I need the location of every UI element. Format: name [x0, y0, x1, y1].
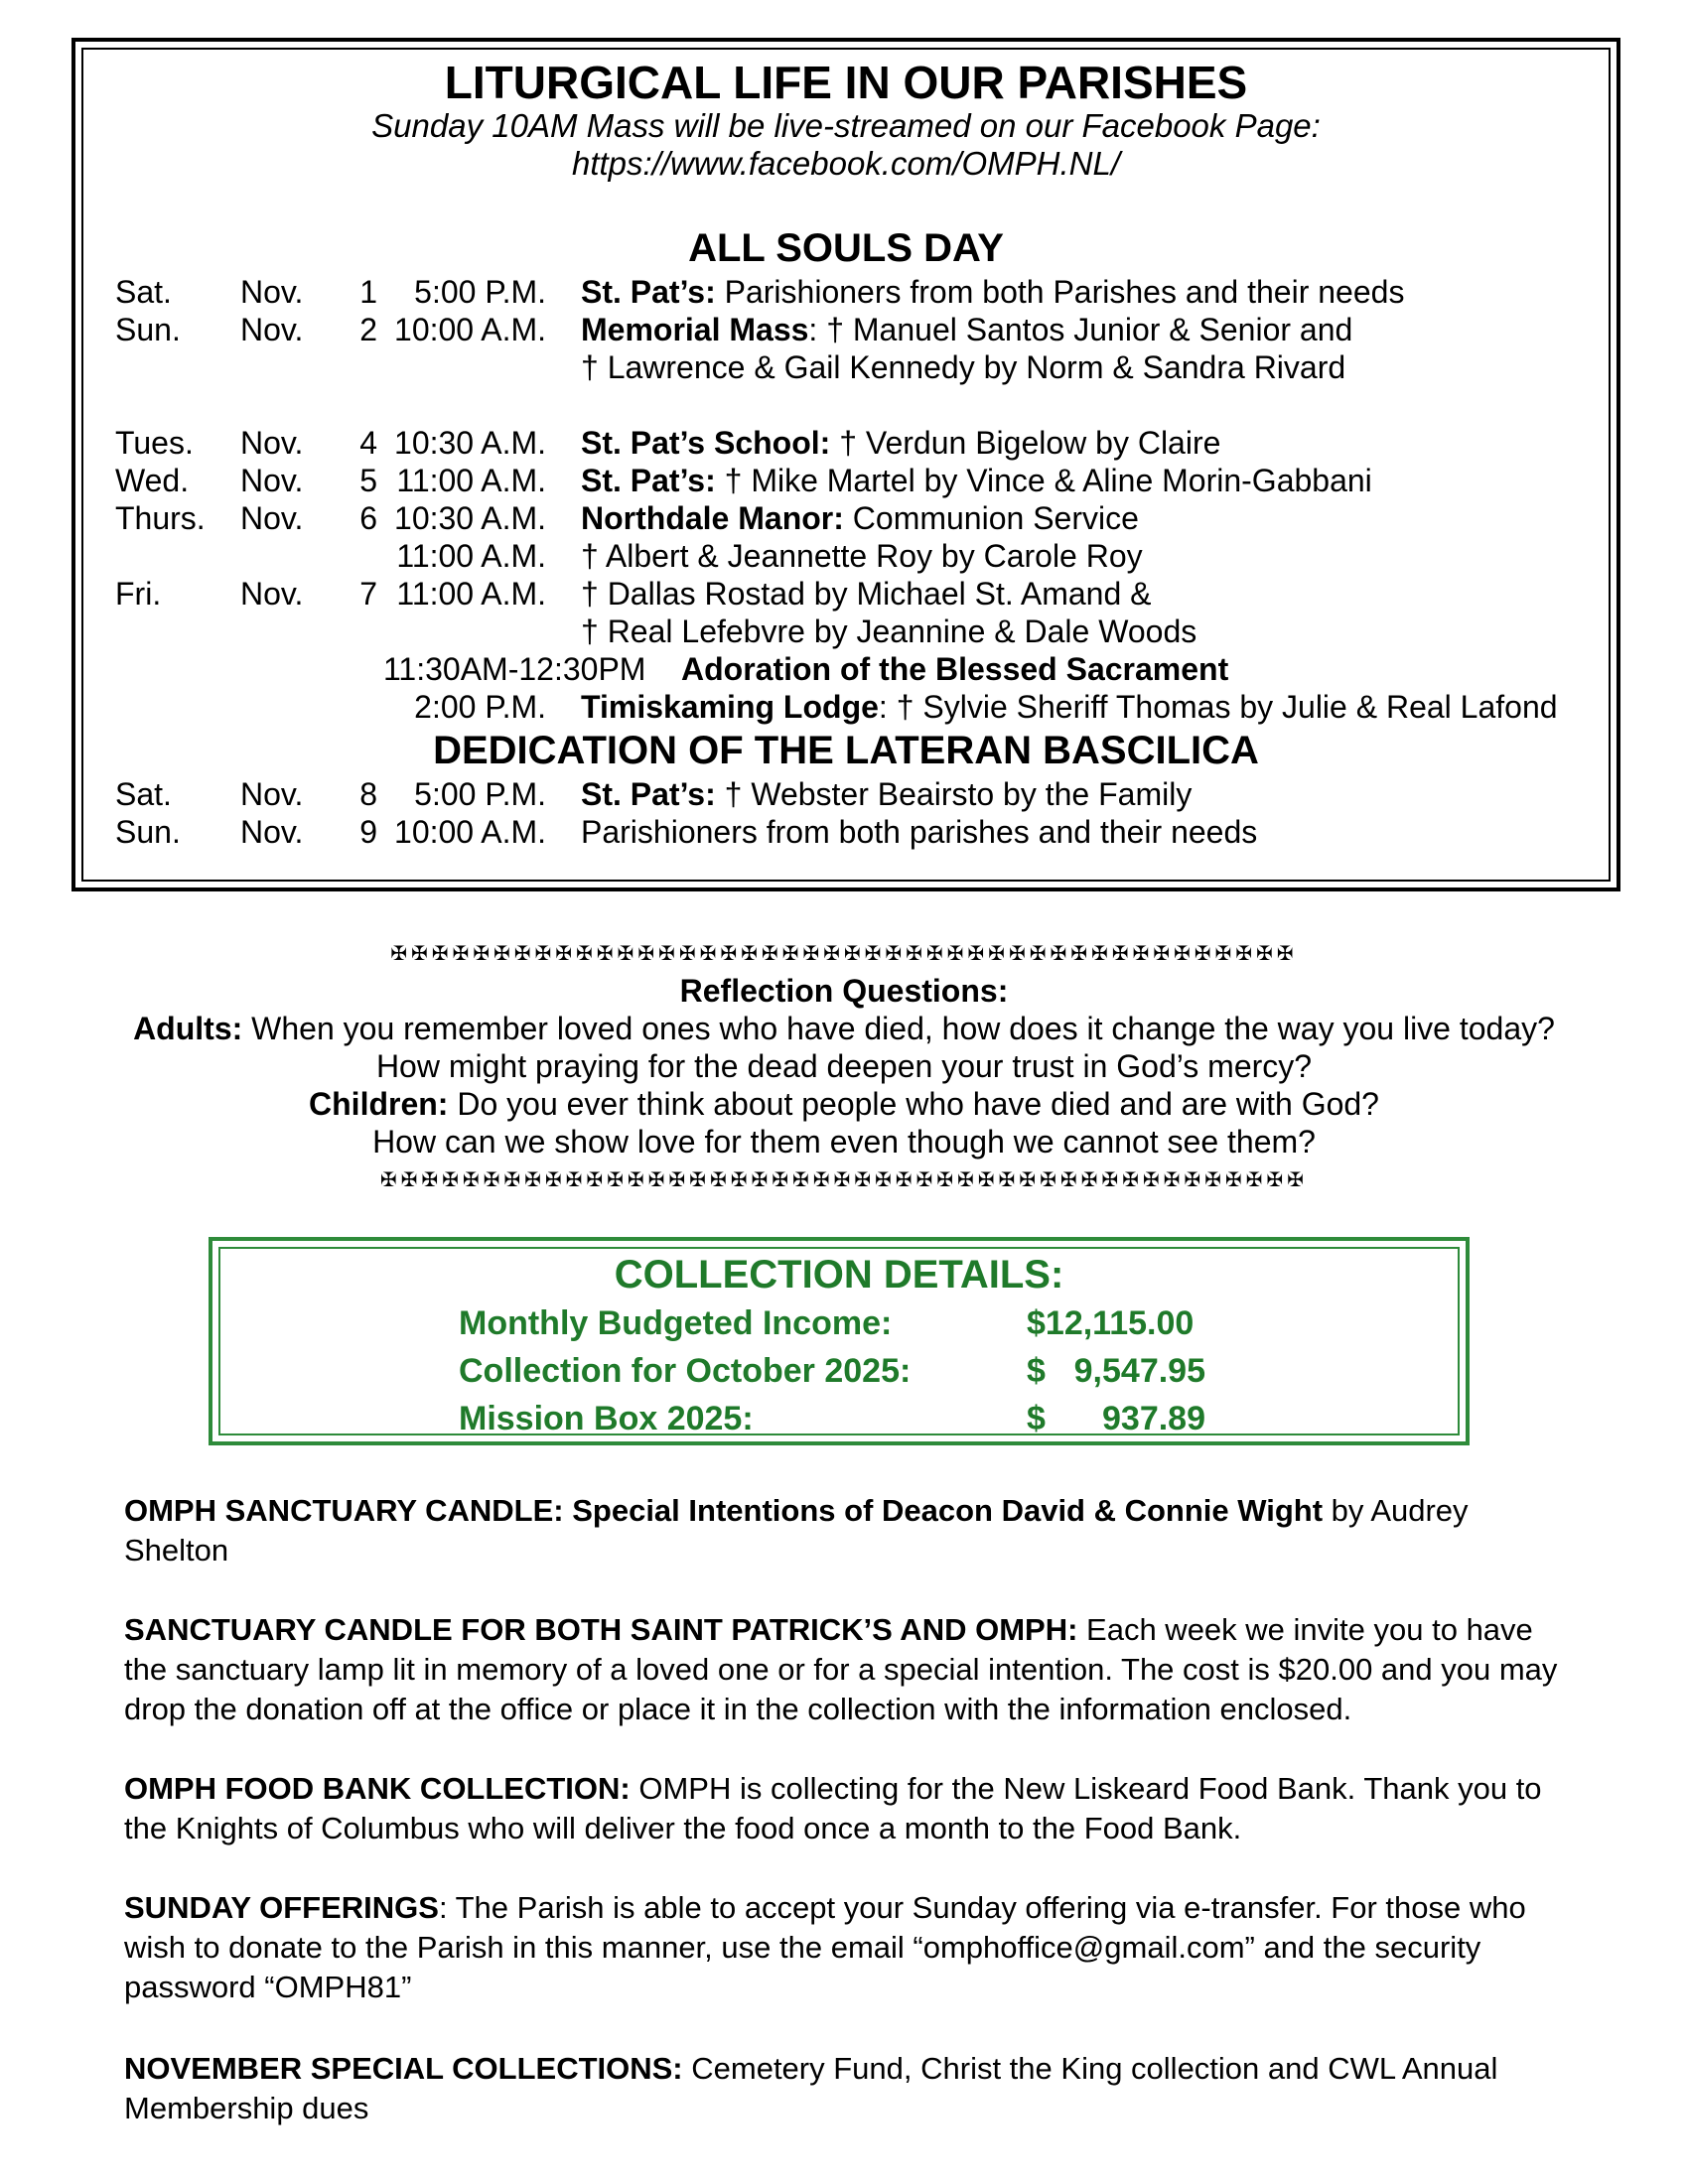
mass-month: Nov. — [240, 500, 304, 536]
notice-paragraph — [124, 1769, 1564, 1848]
mass-month: Nov. — [240, 463, 304, 498]
mass-row — [0, 312, 1688, 349]
mass-intention: † Albert & Jeannette Roy by Carole Roy — [581, 538, 1143, 574]
adults-q1-text: When you remember loved ones who have died, how does it change the way you live today? — [242, 1011, 1555, 1046]
children-label: Children: — [309, 1086, 449, 1122]
mass-intention: Parishioners from both Parishes and their needs — [715, 274, 1405, 310]
notice-heading: SUNDAY OFFERINGS — [124, 1890, 439, 1925]
mass-intention: † Mike Martel by Vince & Aline Morin-Gabbani — [715, 463, 1372, 498]
mass-day: Sun. — [115, 312, 181, 347]
mass-day: Sat. — [115, 776, 172, 812]
collection-currency: $ — [1027, 1400, 1046, 1437]
mass-day: Wed. — [115, 463, 190, 498]
notice-text: by Audrey Shelton — [124, 1493, 1469, 1568]
collection-amount: 9,547.95 — [1073, 1352, 1205, 1390]
mass-time: 10:30 A.M. — [394, 425, 546, 461]
mass-location: Memorial Mass — [581, 312, 809, 347]
mass-date: 2 — [359, 312, 377, 347]
collection-amount: $12,115.00 — [1027, 1304, 1195, 1342]
collection-currency: $ — [1027, 1352, 1046, 1390]
mass-day: Tues. — [115, 425, 194, 461]
mass-row — [0, 814, 1688, 852]
stream-url[interactable]: https://www.facebook.com/OMPH.NL/ — [571, 145, 1121, 182]
mass-location: Northdale Manor: — [581, 500, 844, 536]
notice-paragraph — [124, 1610, 1564, 1729]
cross-divider: ✠✠✠✠✠✠✠✠✠✠✠✠✠✠✠✠✠✠✠✠✠✠✠✠✠✠✠✠✠✠✠✠✠✠✠✠✠✠✠✠✠✠✠✠✠ — [379, 1169, 1309, 1191]
notice-heading: OMPH FOOD BANK COLLECTION: — [124, 1771, 631, 1806]
mass-time: 11:00 A.M. — [396, 576, 546, 612]
mass-time: 10:00 A.M. — [394, 814, 546, 850]
notice-paragraph — [124, 2049, 1564, 2128]
mass-month: Nov. — [240, 312, 304, 347]
mass-intention: † Verdun Bigelow by Claire — [830, 425, 1221, 461]
mass-intention: Communion Service — [843, 500, 1139, 536]
mass-intention: : † Manuel Santos Junior & Senior and — [808, 312, 1353, 347]
children-question-2: How can we show love for them even though we cannot see them? — [372, 1124, 1316, 1160]
mass-time: 11:00 A.M. — [396, 463, 546, 498]
mass-date: 9 — [359, 814, 377, 850]
stream-line: Sunday 10AM Mass will be live-streamed on our Facebook Page: — [371, 107, 1321, 144]
collection-label: Collection for October 2025: — [459, 1352, 912, 1390]
mass-intention: Parishioners from both parishes and their needs — [581, 814, 1258, 850]
children-q1-text: Do you ever think about people who have died and are with God? — [448, 1086, 1379, 1122]
mass-row — [0, 463, 1688, 500]
notice-heading: OMPH SANCTUARY CANDLE: Special Intentions of Deacon David & Connie Wight — [124, 1493, 1324, 1528]
mass-date: 5 — [359, 463, 377, 498]
collection-amount: 937.89 — [1102, 1400, 1205, 1437]
children-question-1 — [0, 1086, 1688, 1123]
mass-row — [0, 500, 1688, 538]
mass-location: St. Pat’s: — [581, 274, 716, 310]
notice-paragraph — [124, 1491, 1564, 1570]
collection-label: Monthly Budgeted Income: — [459, 1304, 893, 1342]
mass-row — [0, 425, 1688, 463]
mass-time: 5:00 P.M. — [414, 776, 546, 812]
mass-intention: † Dallas Rostad by Michael St. Amand & — [581, 576, 1152, 612]
mass-date: 6 — [359, 500, 377, 536]
adults-label: Adults: — [133, 1011, 243, 1046]
cross-divider: ✠✠✠✠✠✠✠✠✠✠✠✠✠✠✠✠✠✠✠✠✠✠✠✠✠✠✠✠✠✠✠✠✠✠✠✠✠✠✠✠✠✠✠✠ — [390, 943, 1298, 965]
mass-row — [0, 274, 1688, 312]
mass-date: 7 — [359, 576, 377, 612]
adults-question-2: How might praying for the dead deepen your trust in God’s mercy? — [375, 1048, 1313, 1084]
mass-time: 11:00 A.M. — [396, 538, 546, 574]
section-all-souls: ALL SOULS DAY — [688, 226, 1004, 270]
notice-text: : The Parish is able to accept your Sunday offering via e-transfer. For those who wish to donate to the Parish in this manner, use the email “omphoffice@gmail.com” and the security password “OMPH81” — [124, 1890, 1526, 2004]
mass-day: Thurs. — [115, 500, 206, 536]
notice-paragraph — [124, 1888, 1564, 2007]
reflection-heading: Reflection Questions: — [679, 973, 1009, 1009]
mass-date: 4 — [359, 425, 377, 461]
mass-month: Nov. — [240, 274, 304, 310]
mass-time: 10:30 A.M. — [394, 500, 546, 536]
mass-date: 1 — [359, 274, 377, 310]
mass-location: St. Pat’s: — [581, 776, 716, 812]
mass-day: Sat. — [115, 274, 172, 310]
mass-month: Nov. — [240, 814, 304, 850]
lodge-location: Timiskaming Lodge — [581, 689, 879, 725]
collection-title: COLLECTION DETAILS: — [614, 1253, 1064, 1297]
mass-location: St. Pat’s: — [581, 463, 716, 498]
mass-row — [0, 776, 1688, 814]
notice-heading: NOVEMBER SPECIAL COLLECTIONS: — [124, 2051, 683, 2086]
lodge-row — [0, 689, 1688, 727]
mass-row — [0, 349, 1688, 387]
mass-row — [0, 538, 1688, 576]
mass-time: 10:00 A.M. — [394, 312, 546, 347]
adoration-text: Adoration of the Blessed Sacrament — [681, 651, 1229, 687]
section-lateran: DEDICATION OF THE LATERAN BASCILICA — [433, 729, 1259, 772]
mass-intention: † Real Lefebvre by Jeannine & Dale Woods — [581, 614, 1197, 649]
notice-text: Cemetery Fund, Christ the King collection and CWL Annual Membership dues — [124, 2051, 1498, 2125]
adoration-row — [0, 651, 1688, 689]
notice-text: OMPH is collecting for the New Liskeard Food Bank. Thank you to the Knights of Columbus who will deliver the food once a month to the Food Bank. — [124, 1771, 1542, 1845]
adoration-time: 11:30AM-12:30PM — [383, 651, 646, 687]
mass-month: Nov. — [240, 776, 304, 812]
lodge-time: 2:00 P.M. — [414, 689, 546, 725]
mass-month: Nov. — [240, 425, 304, 461]
mass-day: Fri. — [115, 576, 162, 612]
notice-text: Each week we invite you to have the sanctuary lamp lit in memory of a loved one or for a special intention. The cost is $20.00 and you may drop the donation off at the office or place it in the collection with the information enclosed. — [124, 1612, 1558, 1726]
mass-intention: † Webster Beairsto by the Family — [715, 776, 1193, 812]
mass-intention: † Lawrence & Gail Kennedy by Norm & Sandra Rivard — [581, 349, 1346, 385]
notice-heading: SANCTUARY CANDLE FOR BOTH SAINT PATRICK’S AND OMPH: — [124, 1612, 1078, 1647]
adults-question-1 — [0, 1011, 1688, 1047]
mass-row — [0, 576, 1688, 614]
mass-location: St. Pat’s School: — [581, 425, 831, 461]
mass-day: Sun. — [115, 814, 181, 850]
mass-row — [0, 614, 1688, 651]
liturgy-title: LITURGICAL LIFE IN OUR PARISHES — [444, 57, 1248, 108]
collection-label: Mission Box 2025: — [459, 1400, 754, 1437]
mass-time: 5:00 P.M. — [414, 274, 546, 310]
mass-month: Nov. — [240, 576, 304, 612]
lodge-intention: : † Sylvie Sheriff Thomas by Julie & Real Lafond — [878, 689, 1558, 725]
mass-date: 8 — [359, 776, 377, 812]
